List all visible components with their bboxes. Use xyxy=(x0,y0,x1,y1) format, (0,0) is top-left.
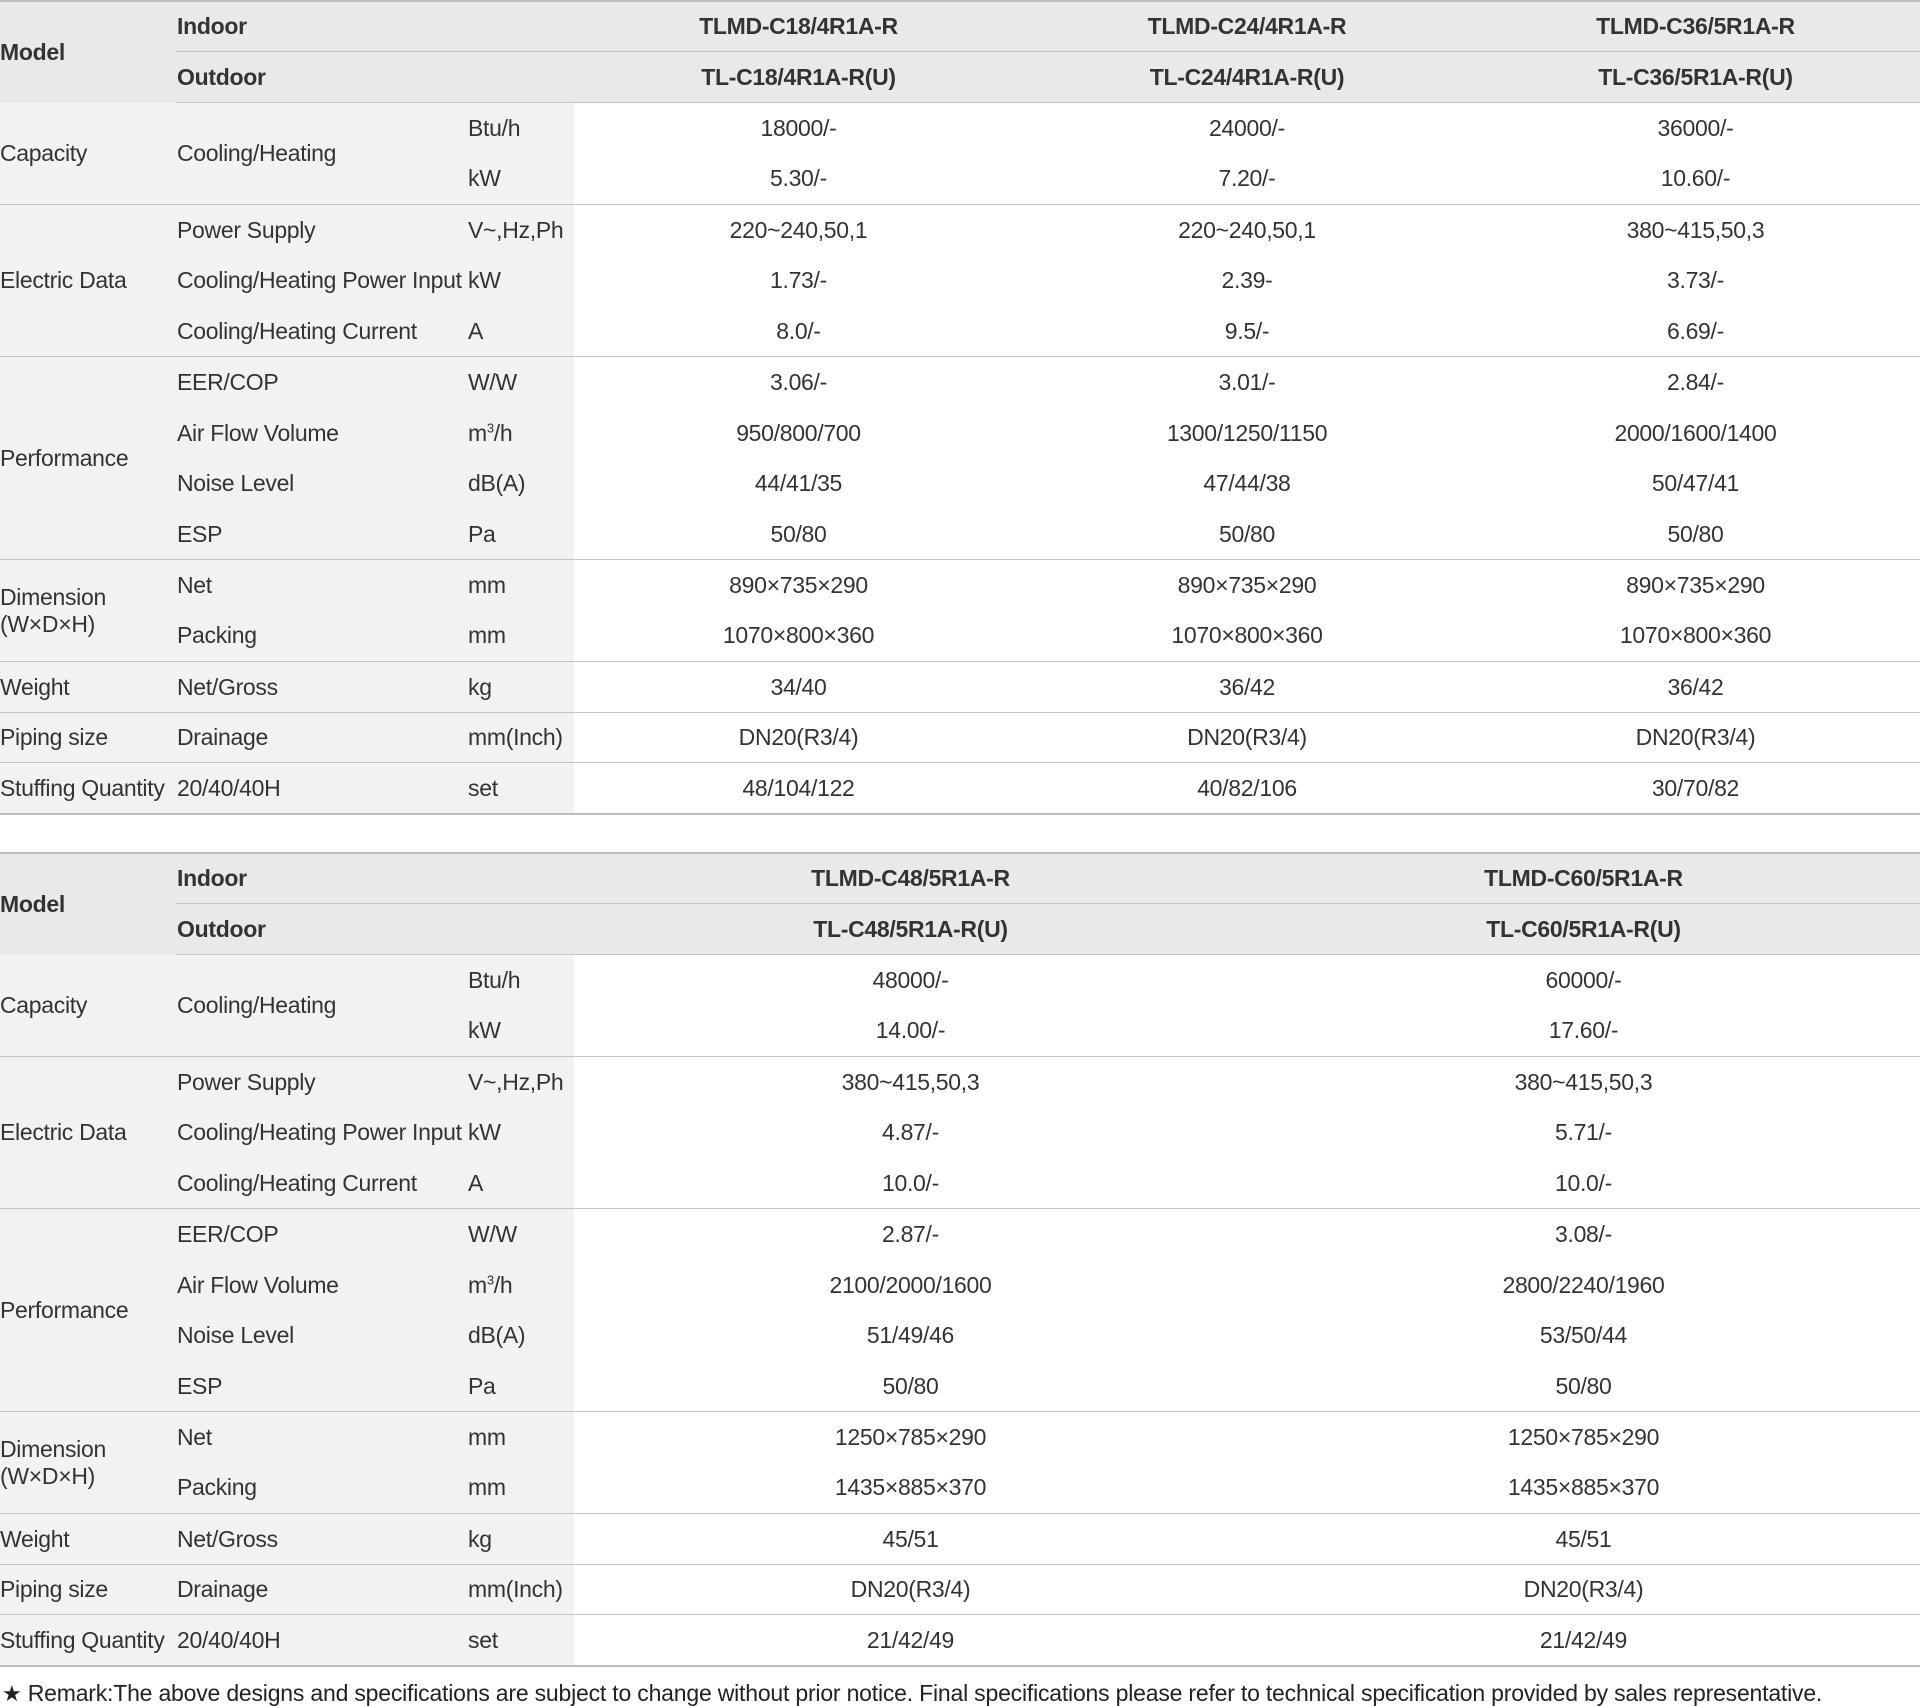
unit-label: Pa xyxy=(468,509,574,560)
value-cell: DN20(R3/4) xyxy=(574,712,1023,763)
value-cell: 50/80 xyxy=(574,509,1023,560)
value-cell: 47/44/38 xyxy=(1023,458,1471,509)
value-cell: 890×735×290 xyxy=(1471,560,1920,611)
table-row xyxy=(0,661,1920,712)
outdoor-label: Outdoor xyxy=(176,52,574,103)
table-row xyxy=(0,255,1920,306)
table-row xyxy=(0,611,1920,662)
param-label: Air Flow Volume xyxy=(176,407,468,458)
value-cell: 950/800/700 xyxy=(574,407,1023,458)
value-cell: 50/80 xyxy=(1247,1361,1920,1412)
value-cell: 21/42/49 xyxy=(574,1615,1247,1666)
category-label xyxy=(0,1513,176,1564)
value-cell: DN20(R3/4) xyxy=(1247,1564,1920,1615)
table-row xyxy=(0,712,1920,763)
unit-label: V~,Hz,Ph xyxy=(468,204,574,255)
value-cell: 7.20/- xyxy=(1023,153,1471,204)
param-label: Cooling/Heating xyxy=(176,103,468,205)
value-cell: 380~415,50,3 xyxy=(1471,204,1920,255)
unit-label: kW xyxy=(468,153,574,204)
table-row xyxy=(0,1513,1920,1564)
value-cell: 1300/1250/1150 xyxy=(1023,407,1471,458)
table-row xyxy=(0,1564,1920,1615)
category-text: Performance xyxy=(0,444,129,471)
category-text: Piping size xyxy=(0,1576,108,1603)
table2-body xyxy=(0,955,1920,1666)
value-cell: DN20(R3/4) xyxy=(574,1564,1247,1615)
unit-label: kW xyxy=(468,1005,574,1056)
param-label: ESP xyxy=(176,1361,468,1412)
value-cell: 45/51 xyxy=(1247,1513,1920,1564)
value-cell: 24000/- xyxy=(1023,103,1471,154)
unit-label: set xyxy=(468,1615,574,1666)
value-cell: 220~240,50,1 xyxy=(574,204,1023,255)
value-cell: 2.87/- xyxy=(574,1209,1247,1260)
value-cell: 380~415,50,3 xyxy=(1247,1056,1920,1107)
category-subtext: (W×D×H) xyxy=(0,1462,96,1489)
table-row xyxy=(0,1463,1920,1514)
table-row xyxy=(0,357,1920,408)
value-cell: 44/41/35 xyxy=(574,458,1023,509)
unit-label: mm(Inch) xyxy=(468,712,574,763)
value-cell: 45/51 xyxy=(574,1513,1247,1564)
param-label: 20/40/40H xyxy=(176,1615,468,1666)
unit-label: kW xyxy=(468,255,574,306)
value-cell: 5.30/- xyxy=(574,153,1023,204)
param-label: Power Supply xyxy=(176,204,468,255)
value-cell: 2800/2240/1960 xyxy=(1247,1259,1920,1310)
value-cell: 21/42/49 xyxy=(1247,1615,1920,1666)
table1-body xyxy=(0,103,1920,814)
value-cell: 3.08/- xyxy=(1247,1209,1920,1260)
param-label: EER/COP xyxy=(176,1209,468,1260)
param-label: Cooling/Heating Current xyxy=(176,1158,468,1209)
remark-note xyxy=(2,1680,1822,1706)
value-cell: 2.84/- xyxy=(1471,357,1920,408)
category-label xyxy=(0,204,176,356)
table-row xyxy=(0,1361,1920,1412)
category-text: Weight xyxy=(0,673,70,700)
value-cell: 36/42 xyxy=(1023,661,1471,712)
param-label: Net/Gross xyxy=(176,1513,468,1564)
category-text: Stuffing Quantity xyxy=(0,1626,165,1653)
category-label xyxy=(0,103,176,205)
param-label: Cooling/Heating Power Input xyxy=(176,1107,468,1158)
table-row xyxy=(0,955,1920,1006)
category-text: Capacity xyxy=(0,991,88,1018)
table-row xyxy=(0,306,1920,357)
category-label xyxy=(0,357,176,560)
category-label xyxy=(0,763,176,814)
unit-label: kW xyxy=(468,1107,574,1158)
value-cell: 48/104/122 xyxy=(574,763,1023,814)
value-cell: 36/42 xyxy=(1471,661,1920,712)
category-label xyxy=(0,712,176,763)
indoor-model: TLMD-C18/4R1A-R xyxy=(574,1,1023,52)
param-label: 20/40/40H xyxy=(176,763,468,814)
unit-label: mm xyxy=(468,560,574,611)
value-cell: 1435×885×370 xyxy=(574,1463,1247,1514)
table-row xyxy=(0,1107,1920,1158)
model-label: Model xyxy=(0,853,176,955)
unit-label: A xyxy=(468,1158,574,1209)
value-cell: 2.39- xyxy=(1023,255,1471,306)
value-cell: 5.71/- xyxy=(1247,1107,1920,1158)
unit-label: mm xyxy=(468,1412,574,1463)
unit-label: mm(Inch) xyxy=(468,1564,574,1615)
category-label xyxy=(0,1412,176,1514)
unit-label: kg xyxy=(468,661,574,712)
value-cell: 48000/- xyxy=(574,955,1247,1006)
category-text: Electric Data xyxy=(0,267,127,294)
table-row xyxy=(0,1259,1920,1310)
param-label: Cooling/Heating xyxy=(176,955,468,1057)
table-row xyxy=(0,103,1920,154)
category-label xyxy=(0,560,176,662)
param-label: Drainage xyxy=(176,1564,468,1615)
table-row xyxy=(0,1209,1920,1260)
value-cell: 10.0/- xyxy=(1247,1158,1920,1209)
value-cell: 220~240,50,1 xyxy=(1023,204,1471,255)
indoor-model: TLMD-C60/5R1A-R xyxy=(1247,853,1920,904)
value-cell: 36000/- xyxy=(1471,103,1920,154)
param-label: Noise Level xyxy=(176,1310,468,1361)
category-text: Weight xyxy=(0,1525,70,1552)
outdoor-model: TL-C36/5R1A-R(U) xyxy=(1471,52,1920,103)
table-row xyxy=(0,1056,1920,1107)
unit-label: Btu/h xyxy=(468,103,574,154)
value-cell: 1250×785×290 xyxy=(574,1412,1247,1463)
remark-text: Remark:The above designs and specifications are subject to change without prior notice. Final specifications please refer to technical specification provided by sales representative. xyxy=(27,1680,1823,1706)
value-cell: DN20(R3/4) xyxy=(1471,712,1920,763)
category-label xyxy=(0,1056,176,1208)
param-label: EER/COP xyxy=(176,357,468,408)
param-label: Net/Gross xyxy=(176,661,468,712)
param-label: Packing xyxy=(176,1463,468,1514)
param-label: Packing xyxy=(176,611,468,662)
category-text: Performance xyxy=(0,1296,129,1323)
indoor-model: TLMD-C48/5R1A-R xyxy=(574,853,1247,904)
value-cell: 1250×785×290 xyxy=(1247,1412,1920,1463)
unit-label: W/W xyxy=(468,357,574,408)
value-cell: 10.60/- xyxy=(1471,153,1920,204)
star-icon: ★ xyxy=(2,1681,22,1706)
unit-label: mm xyxy=(468,1463,574,1514)
value-cell: 17.60/- xyxy=(1247,1005,1920,1056)
outdoor-label: Outdoor xyxy=(176,904,574,955)
value-cell: 1.73/- xyxy=(574,255,1023,306)
value-cell: 53/50/44 xyxy=(1247,1310,1920,1361)
unit-label: A xyxy=(468,306,574,357)
table-row xyxy=(0,407,1920,458)
category-label xyxy=(0,1564,176,1615)
param-label: Noise Level xyxy=(176,458,468,509)
param-label: Cooling/Heating Power Input xyxy=(176,255,468,306)
category-text: Stuffing Quantity xyxy=(0,774,165,801)
value-cell: 1070×800×360 xyxy=(1471,611,1920,662)
unit-label: mm xyxy=(468,611,574,662)
value-cell: 50/80 xyxy=(574,1361,1247,1412)
param-label: Net xyxy=(176,560,468,611)
unit-label: $m^3/h$ xyxy=(468,1259,574,1310)
unit-label: dB(A) xyxy=(468,458,574,509)
value-cell: 10.0/- xyxy=(574,1158,1247,1209)
unit-label: dB(A) xyxy=(468,1310,574,1361)
category-text: Capacity xyxy=(0,139,88,166)
table-row xyxy=(0,560,1920,611)
indoor-label: Indoor xyxy=(176,1,574,52)
value-cell: 34/40 xyxy=(574,661,1023,712)
unit-label: $m^3/h$ xyxy=(468,407,574,458)
outdoor-model: TL-C48/5R1A-R(U) xyxy=(574,904,1247,955)
table-row xyxy=(0,458,1920,509)
value-cell: 6.69/- xyxy=(1471,306,1920,357)
value-cell: 40/82/106 xyxy=(1023,763,1471,814)
category-label xyxy=(0,1615,176,1666)
value-cell: 890×735×290 xyxy=(574,560,1023,611)
table-row xyxy=(0,204,1920,255)
value-cell: 1070×800×360 xyxy=(574,611,1023,662)
category-label xyxy=(0,1209,176,1412)
value-cell: 3.73/- xyxy=(1471,255,1920,306)
value-cell: 14.00/- xyxy=(574,1005,1247,1056)
spec-table-2 xyxy=(0,852,1920,1667)
table-row xyxy=(0,1310,1920,1361)
category-subtext: (W×D×H) xyxy=(0,610,96,637)
value-cell: 50/47/41 xyxy=(1471,458,1920,509)
unit-label: kg xyxy=(468,1513,574,1564)
value-cell: 18000/- xyxy=(574,103,1023,154)
value-cell: 2000/1600/1400 xyxy=(1471,407,1920,458)
param-label: Net xyxy=(176,1412,468,1463)
unit-label: V~,Hz,Ph xyxy=(468,1056,574,1107)
value-cell: 4.87/- xyxy=(574,1107,1247,1158)
param-label: Cooling/Heating Current xyxy=(176,306,468,357)
model-label: Model xyxy=(0,1,176,103)
value-cell: 8.0/- xyxy=(574,306,1023,357)
table-row xyxy=(0,763,1920,814)
table-row xyxy=(0,1615,1920,1666)
value-cell: DN20(R3/4) xyxy=(1023,712,1471,763)
spec-table-1 xyxy=(0,0,1920,815)
indoor-model: TLMD-C36/5R1A-R xyxy=(1471,1,1920,52)
value-cell: 30/70/82 xyxy=(1471,763,1920,814)
table-row xyxy=(0,509,1920,560)
outdoor-model: TL-C18/4R1A-R(U) xyxy=(574,52,1023,103)
table-row xyxy=(0,1158,1920,1209)
value-cell: 890×735×290 xyxy=(1023,560,1471,611)
value-cell: 60000/- xyxy=(1247,955,1920,1006)
category-text: Dimension xyxy=(0,1436,106,1463)
category-label xyxy=(0,955,176,1057)
value-cell: 51/49/46 xyxy=(574,1310,1247,1361)
value-cell: 1435×885×370 xyxy=(1247,1463,1920,1514)
unit-label: Pa xyxy=(468,1361,574,1412)
value-cell: 3.01/- xyxy=(1023,357,1471,408)
unit-label: set xyxy=(468,763,574,814)
value-cell: 3.06/- xyxy=(574,357,1023,408)
category-text: Electric Data xyxy=(0,1119,127,1146)
unit-label: W/W xyxy=(468,1209,574,1260)
param-label: Air Flow Volume xyxy=(176,1259,468,1310)
outdoor-model: TL-C60/5R1A-R(U) xyxy=(1247,904,1920,955)
category-label xyxy=(0,661,176,712)
category-text: Piping size xyxy=(0,724,108,751)
category-text: Dimension xyxy=(0,584,106,611)
value-cell: 9.5/- xyxy=(1023,306,1471,357)
unit-label: Btu/h xyxy=(468,955,574,1006)
table-row xyxy=(0,1412,1920,1463)
value-cell: 50/80 xyxy=(1023,509,1471,560)
value-cell: 2100/2000/1600 xyxy=(574,1259,1247,1310)
param-label: Drainage xyxy=(176,712,468,763)
param-label: Power Supply xyxy=(176,1056,468,1107)
indoor-model: TLMD-C24/4R1A-R xyxy=(1023,1,1471,52)
param-label: ESP xyxy=(176,509,468,560)
indoor-label: Indoor xyxy=(176,853,574,904)
outdoor-model: TL-C24/4R1A-R(U) xyxy=(1023,52,1471,103)
value-cell: 1070×800×360 xyxy=(1023,611,1471,662)
value-cell: 50/80 xyxy=(1471,509,1920,560)
value-cell: 380~415,50,3 xyxy=(574,1056,1247,1107)
